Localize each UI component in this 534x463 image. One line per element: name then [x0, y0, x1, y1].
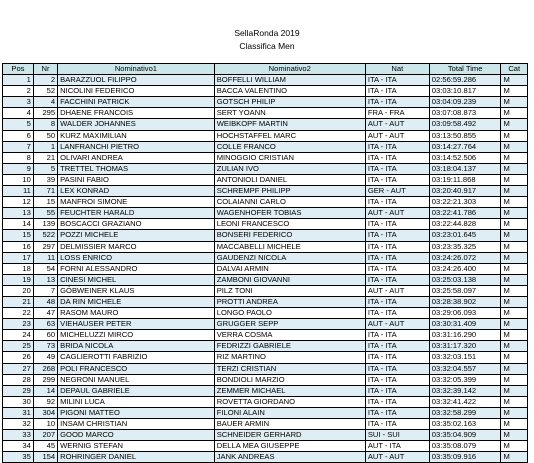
cell-total-time: 03:14:52.506	[429, 152, 501, 163]
cell-pos: 28	[3, 374, 34, 385]
cell-cat: M	[501, 75, 528, 86]
cell-pos: 26	[3, 352, 34, 363]
cell-nr: 60	[33, 330, 57, 341]
cell-nat: ITA - ITA	[365, 241, 429, 252]
cell-pos: 25	[3, 341, 34, 352]
cell-nominativo2: MINOGGIO CRISTIAN	[214, 152, 365, 163]
cell-cat: M	[501, 407, 528, 418]
cell-total-time: 03:14:27.764	[429, 141, 501, 152]
table-row	[3, 197, 528, 208]
cell-nr: 1	[33, 141, 57, 152]
cell-cat: M	[501, 263, 528, 274]
cell-nominativo1: RASOM MAURO	[58, 308, 215, 319]
cell-nominativo1: NICOLINI FEDERICO	[58, 86, 215, 97]
cell-cat: M	[501, 119, 528, 130]
table-row	[3, 75, 528, 86]
cell-nominativo1: INSAM CHRISTIAN	[58, 419, 215, 430]
cell-nominativo1: FACCHINI PATRICK	[58, 97, 215, 108]
cell-nr: 55	[33, 208, 57, 219]
cell-nr: 154	[33, 452, 57, 463]
cell-nat: FRA - FRA	[365, 108, 429, 119]
cell-pos: 5	[3, 119, 34, 130]
cell-nominativo2: ZAMBONI GIOVANNI	[214, 274, 365, 285]
table-row	[3, 285, 528, 296]
cell-nominativo2: VERRA COSMA	[214, 330, 365, 341]
document-title: SellaRonda 2019	[234, 28, 300, 38]
cell-nominativo2: GRUGGER SEPP	[214, 319, 365, 330]
column-header-nominativo1: Nominativo1	[58, 64, 215, 75]
cell-nominativo1: OLIVARI ANDREA	[58, 152, 215, 163]
cell-nat: ITA - ITA	[365, 352, 429, 363]
cell-nominativo1: PASINI FABIO	[58, 174, 215, 185]
cell-nr: 8	[33, 119, 57, 130]
cell-total-time: 03:22:44.828	[429, 219, 501, 230]
cell-nominativo1: PIGONI MATTEO	[58, 407, 215, 418]
column-header-nr: Nr	[33, 64, 57, 75]
cell-nominativo1: NEGRONI MANUEL	[58, 374, 215, 385]
cell-nominativo1: DEPAUL GABRIELE	[58, 385, 215, 396]
cell-pos: 27	[3, 363, 34, 374]
cell-nr: 39	[33, 174, 57, 185]
cell-total-time: 03:24:26.400	[429, 263, 501, 274]
cell-total-time: 03:25:03.138	[429, 274, 501, 285]
cell-nr: 63	[33, 319, 57, 330]
table-row	[3, 241, 528, 252]
table-row	[3, 186, 528, 197]
cell-pos: 3	[3, 97, 34, 108]
cell-cat: M	[501, 174, 528, 185]
cell-cat: M	[501, 152, 528, 163]
cell-nat: AUT - AUT	[365, 119, 429, 130]
cell-cat: M	[501, 97, 528, 108]
cell-nominativo1: LEX KONRAD	[58, 186, 215, 197]
cell-nominativo1: GÖBWEINER KLAUS	[58, 285, 215, 296]
cell-nominativo2: LONGO PAOLO	[214, 308, 365, 319]
cell-pos: 7	[3, 141, 34, 152]
cell-nominativo2: BONDIOLI MARZIO	[214, 374, 365, 385]
cell-nat: AUT - AUT	[365, 452, 429, 463]
cell-cat: M	[501, 396, 528, 407]
cell-nominativo1: DHAENE FRANCOIS	[58, 108, 215, 119]
cell-nominativo2: BAUER ARMIN	[214, 419, 365, 430]
cell-nominativo2: ZULIAN IVO	[214, 163, 365, 174]
cell-total-time: 03:22:41.786	[429, 208, 501, 219]
cell-nominativo1: LOSS ENRICO	[58, 252, 215, 263]
cell-cat: M	[501, 219, 528, 230]
cell-pos: 30	[3, 396, 34, 407]
table-row	[3, 97, 528, 108]
cell-nominativo2: JANK ANDREAS	[214, 452, 365, 463]
cell-nr: 5	[33, 163, 57, 174]
cell-pos: 24	[3, 330, 34, 341]
cell-nat: ITA - ITA	[365, 296, 429, 307]
cell-nominativo1: MICHELUZZI MIRCO	[58, 330, 215, 341]
cell-nominativo2: BOFFELLI WILLIAM	[214, 75, 365, 86]
cell-nominativo1: FEUCHTER HARALD	[58, 208, 215, 219]
cell-cat: M	[501, 363, 528, 374]
cell-nat: ITA - ITA	[365, 219, 429, 230]
table-row	[3, 430, 528, 441]
cell-nominativo2: PROTTI ANDREA	[214, 296, 365, 307]
cell-nat: ITA - ITA	[365, 97, 429, 108]
cell-nominativo2: RIZ MARTINO	[214, 352, 365, 363]
cell-nr: 304	[33, 407, 57, 418]
cell-pos: 19	[3, 274, 34, 285]
cell-nominativo2: FEDRIZZI GABRIELE	[214, 341, 365, 352]
cell-cat: M	[501, 330, 528, 341]
column-header-nat: Nat	[365, 64, 429, 75]
table-row	[3, 363, 528, 374]
table-row	[3, 319, 528, 330]
cell-nr: 49	[33, 352, 57, 363]
cell-cat: M	[501, 452, 528, 463]
cell-nat: ITA - ITA	[365, 75, 429, 86]
document-subtitle: Classifica Men	[239, 41, 295, 51]
cell-cat: M	[501, 230, 528, 241]
cell-nominativo2: ZEMMER MICHAEL	[214, 385, 365, 396]
document-header	[0, 27, 534, 53]
cell-nat: ITA - ITA	[365, 385, 429, 396]
cell-pos: 22	[3, 308, 34, 319]
cell-total-time: 03:35:09.916	[429, 452, 501, 463]
cell-nominativo1: MANFROI SIMONE	[58, 197, 215, 208]
cell-pos: 34	[3, 441, 34, 452]
table-row	[3, 130, 528, 141]
cell-total-time: 03:07:08.873	[429, 108, 501, 119]
table-row	[3, 296, 528, 307]
cell-cat: M	[501, 208, 528, 219]
cell-nr: 73	[33, 341, 57, 352]
cell-nominativo1: LANFRANCHI PIETRO	[58, 141, 215, 152]
cell-nat: ITA - ITA	[365, 330, 429, 341]
cell-total-time: 03:20:40.917	[429, 186, 501, 197]
cell-total-time: 03:35:04.909	[429, 430, 501, 441]
cell-total-time: 03:31:16.290	[429, 330, 501, 341]
cell-nominativo2: WAGENHOFER TOBIAS	[214, 208, 365, 219]
cell-nr: 15	[33, 197, 57, 208]
table-row	[3, 108, 528, 119]
cell-total-time: 03:04:09.239	[429, 97, 501, 108]
cell-cat: M	[501, 285, 528, 296]
cell-nat: ITA - ITA	[365, 419, 429, 430]
cell-nr: 139	[33, 219, 57, 230]
cell-nat: AUT - AUT	[365, 319, 429, 330]
cell-cat: M	[501, 374, 528, 385]
table-row	[3, 152, 528, 163]
cell-nominativo1: FORNI ALESSANDRO	[58, 263, 215, 274]
cell-total-time: 03:32:58.299	[429, 407, 501, 418]
cell-nr: 71	[33, 186, 57, 197]
cell-nr: 10	[33, 419, 57, 430]
cell-pos: 17	[3, 252, 34, 263]
cell-pos: 21	[3, 296, 34, 307]
cell-cat: M	[501, 352, 528, 363]
cell-total-time: 03:32:05.399	[429, 374, 501, 385]
cell-nr: 2	[33, 75, 57, 86]
cell-total-time: 03:35:02.163	[429, 419, 501, 430]
cell-nr: 11	[33, 252, 57, 263]
table-row	[3, 119, 528, 130]
cell-pos: 6	[3, 130, 34, 141]
cell-nat: ITA - ITA	[365, 396, 429, 407]
table-row	[3, 86, 528, 97]
cell-pos: 32	[3, 419, 34, 430]
cell-nominativo1: DA RIN MICHELE	[58, 296, 215, 307]
cell-nr: 4	[33, 97, 57, 108]
cell-nominativo2: ROVETTA GIORDANO	[214, 396, 365, 407]
cell-nat: AUT - AUT	[365, 208, 429, 219]
cell-pos: 31	[3, 407, 34, 418]
cell-nr: 7	[33, 285, 57, 296]
cell-nr: 54	[33, 263, 57, 274]
cell-nat: ITA - ITA	[365, 174, 429, 185]
cell-nominativo2: GOTSCH PHILIP	[214, 97, 365, 108]
cell-cat: M	[501, 430, 528, 441]
cell-pos: 35	[3, 452, 34, 463]
cell-total-time: 03:32:39.142	[429, 385, 501, 396]
cell-nominativo2: DALVAI ARMIN	[214, 263, 365, 274]
cell-nominativo2: ANTONIOLI DANIEL	[214, 174, 365, 185]
cell-total-time: 03:23:01.645	[429, 230, 501, 241]
cell-nominativo1: WALDER JOHANNES	[58, 119, 215, 130]
table-row	[3, 341, 528, 352]
cell-nat: AUT - ITA	[365, 441, 429, 452]
cell-cat: M	[501, 141, 528, 152]
cell-total-time: 03:24:26.072	[429, 252, 501, 263]
cell-pos: 11	[3, 186, 34, 197]
cell-nat: ITA - ITA	[365, 152, 429, 163]
cell-nr: 13	[33, 274, 57, 285]
cell-pos: 18	[3, 263, 34, 274]
cell-nominativo2: COLAIANNI CARLO	[214, 197, 365, 208]
cell-cat: M	[501, 241, 528, 252]
table-row	[3, 452, 528, 463]
cell-nominativo2: FILONI ALAIN	[214, 407, 365, 418]
table-row	[3, 330, 528, 341]
cell-nat: AUT - AUT	[365, 285, 429, 296]
cell-nat: ITA - ITA	[365, 341, 429, 352]
cell-nominativo2: HOCHSTAFFEL MARC	[214, 130, 365, 141]
cell-pos: 12	[3, 197, 34, 208]
cell-nominativo1: GOOD MARCO	[58, 430, 215, 441]
cell-nominativo1: DELMISSIER MARCO	[58, 241, 215, 252]
column-header-nominativo2: Nominativo2	[214, 64, 365, 75]
cell-total-time: 03:30:31.409	[429, 319, 501, 330]
cell-nat: ITA - ITA	[365, 374, 429, 385]
cell-nr: 48	[33, 296, 57, 307]
cell-nr: 21	[33, 152, 57, 163]
cell-total-time: 03:31:17.320	[429, 341, 501, 352]
cell-nominativo1: POLI FRANCESCO	[58, 363, 215, 374]
cell-nominativo2: COLLE FRANCO	[214, 141, 365, 152]
table-row	[3, 219, 528, 230]
table-row	[3, 419, 528, 430]
column-header-total-time: Total Time	[429, 64, 501, 75]
cell-nr: 47	[33, 308, 57, 319]
cell-cat: M	[501, 274, 528, 285]
results-table-body	[3, 75, 528, 463]
cell-nr: 14	[33, 385, 57, 396]
cell-cat: M	[501, 341, 528, 352]
cell-nat: ITA - ITA	[365, 308, 429, 319]
cell-nominativo1: ROHRINGER DANIEL	[58, 452, 215, 463]
cell-nr: 295	[33, 108, 57, 119]
table-row	[3, 263, 528, 274]
cell-pos: 20	[3, 285, 34, 296]
cell-pos: 4	[3, 108, 34, 119]
cell-nominativo1: BOSCACCI GRAZIANO	[58, 219, 215, 230]
cell-nat: ITA - ITA	[365, 197, 429, 208]
cell-pos: 33	[3, 430, 34, 441]
cell-cat: M	[501, 441, 528, 452]
cell-nat: SUI - SUI	[365, 430, 429, 441]
cell-nominativo2: BACCA VALENTINO	[214, 86, 365, 97]
cell-nat: ITA - ITA	[365, 263, 429, 274]
cell-cat: M	[501, 163, 528, 174]
cell-nominativo2: PILZ TONI	[214, 285, 365, 296]
cell-pos: 16	[3, 241, 34, 252]
cell-nominativo2: SCHNEIDER GERHARD	[214, 430, 365, 441]
table-row	[3, 274, 528, 285]
column-header-pos: Pos	[3, 64, 34, 75]
cell-nat: AUT - AUT	[365, 130, 429, 141]
cell-nominativo2: GAUDENZI NICOLA	[214, 252, 365, 263]
cell-total-time: 03:23:35.325	[429, 241, 501, 252]
cell-nat: ITA - ITA	[365, 407, 429, 418]
cell-pos: 9	[3, 163, 34, 174]
cell-nominativo2: SCHREMPF PHILIPP	[214, 186, 365, 197]
cell-cat: M	[501, 319, 528, 330]
cell-nominativo1: WERNIG STEFAN	[58, 441, 215, 452]
cell-nominativo2: BONSERI FEDERICO	[214, 230, 365, 241]
cell-nr: 297	[33, 241, 57, 252]
table-row	[3, 252, 528, 263]
cell-nominativo1: CAGLIEROTTI FABRIZIO	[58, 352, 215, 363]
cell-cat: M	[501, 130, 528, 141]
cell-cat: M	[501, 385, 528, 396]
cell-total-time: 03:32:03.151	[429, 352, 501, 363]
cell-total-time: 03:09:58.492	[429, 119, 501, 130]
column-header-cat: Cat	[501, 64, 528, 75]
cell-nominativo2: TERZI CRISTIAN	[214, 363, 365, 374]
table-row	[3, 141, 528, 152]
table-row	[3, 352, 528, 363]
cell-nominativo1: BRIDA NICOLA	[58, 341, 215, 352]
cell-total-time: 03:22:21.303	[429, 197, 501, 208]
cell-total-time: 03:29:06.093	[429, 308, 501, 319]
cell-nat: ITA - ITA	[365, 230, 429, 241]
cell-total-time: 03:19:11.868	[429, 174, 501, 185]
results-table	[2, 63, 528, 463]
table-row	[3, 385, 528, 396]
table-row	[3, 308, 528, 319]
cell-total-time: 03:28:38.902	[429, 296, 501, 307]
cell-nominativo2: DELLA MEA GIUSEPPE	[214, 441, 365, 452]
cell-nr: 52	[33, 86, 57, 97]
cell-total-time: 03:25:58.097	[429, 285, 501, 296]
cell-nominativo1: BARAZZUOL FILIPPO	[58, 75, 215, 86]
cell-pos: 15	[3, 230, 34, 241]
cell-nat: ITA - ITA	[365, 252, 429, 263]
cell-pos: 2	[3, 86, 34, 97]
table-row	[3, 230, 528, 241]
cell-total-time: 03:03:10.817	[429, 86, 501, 97]
cell-nat: ITA - ITA	[365, 363, 429, 374]
table-row	[3, 374, 528, 385]
cell-pos: 29	[3, 385, 34, 396]
cell-nominativo1: TRETTEL THOMAS	[58, 163, 215, 174]
cell-nat: ITA - ITA	[365, 141, 429, 152]
cell-nominativo1: MILINI LUCA	[58, 396, 215, 407]
cell-cat: M	[501, 252, 528, 263]
cell-nr: 522	[33, 230, 57, 241]
cell-cat: M	[501, 197, 528, 208]
table-row	[3, 208, 528, 219]
cell-nat: ITA - ITA	[365, 163, 429, 174]
cell-pos: 1	[3, 75, 34, 86]
cell-nominativo1: KURZ MAXIMILIAN	[58, 130, 215, 141]
cell-nr: 268	[33, 363, 57, 374]
cell-cat: M	[501, 419, 528, 430]
cell-pos: 10	[3, 174, 34, 185]
cell-nr: 45	[33, 441, 57, 452]
cell-cat: M	[501, 308, 528, 319]
cell-pos: 23	[3, 319, 34, 330]
cell-nat: ITA - ITA	[365, 86, 429, 97]
cell-cat: M	[501, 296, 528, 307]
cell-nat: ITA - ITA	[365, 274, 429, 285]
results-table-header	[3, 64, 528, 75]
cell-total-time: 03:32:04.557	[429, 363, 501, 374]
cell-nominativo1: CINESI MICHEL	[58, 274, 215, 285]
table-row	[3, 441, 528, 452]
cell-cat: M	[501, 186, 528, 197]
cell-total-time: 02:56:59.286	[429, 75, 501, 86]
cell-total-time: 03:32:41.422	[429, 396, 501, 407]
cell-nominativo2: WEIBKOPF MARTIN	[214, 119, 365, 130]
cell-pos: 13	[3, 208, 34, 219]
cell-nominativo2: MACCABELLI MICHELE	[214, 241, 365, 252]
cell-total-time: 03:13:50.855	[429, 130, 501, 141]
cell-nr: 207	[33, 430, 57, 441]
cell-nat: GER - AUT	[365, 186, 429, 197]
table-row	[3, 174, 528, 185]
cell-nr: 92	[33, 396, 57, 407]
table-row	[3, 396, 528, 407]
cell-nominativo2: LEONI FRANCESCO	[214, 219, 365, 230]
cell-pos: 8	[3, 152, 34, 163]
cell-cat: M	[501, 86, 528, 97]
cell-nominativo1: VIEHAUSER PETER	[58, 319, 215, 330]
cell-total-time: 03:18:04.137	[429, 163, 501, 174]
cell-nr: 299	[33, 374, 57, 385]
cell-cat: M	[501, 108, 528, 119]
cell-nominativo1: POZZI MICHELE	[58, 230, 215, 241]
table-row	[3, 407, 528, 418]
cell-total-time: 03:35:08.079	[429, 441, 501, 452]
cell-nr: 50	[33, 130, 57, 141]
cell-pos: 14	[3, 219, 34, 230]
table-row	[3, 163, 528, 174]
cell-nominativo2: SERT YOANN	[214, 108, 365, 119]
